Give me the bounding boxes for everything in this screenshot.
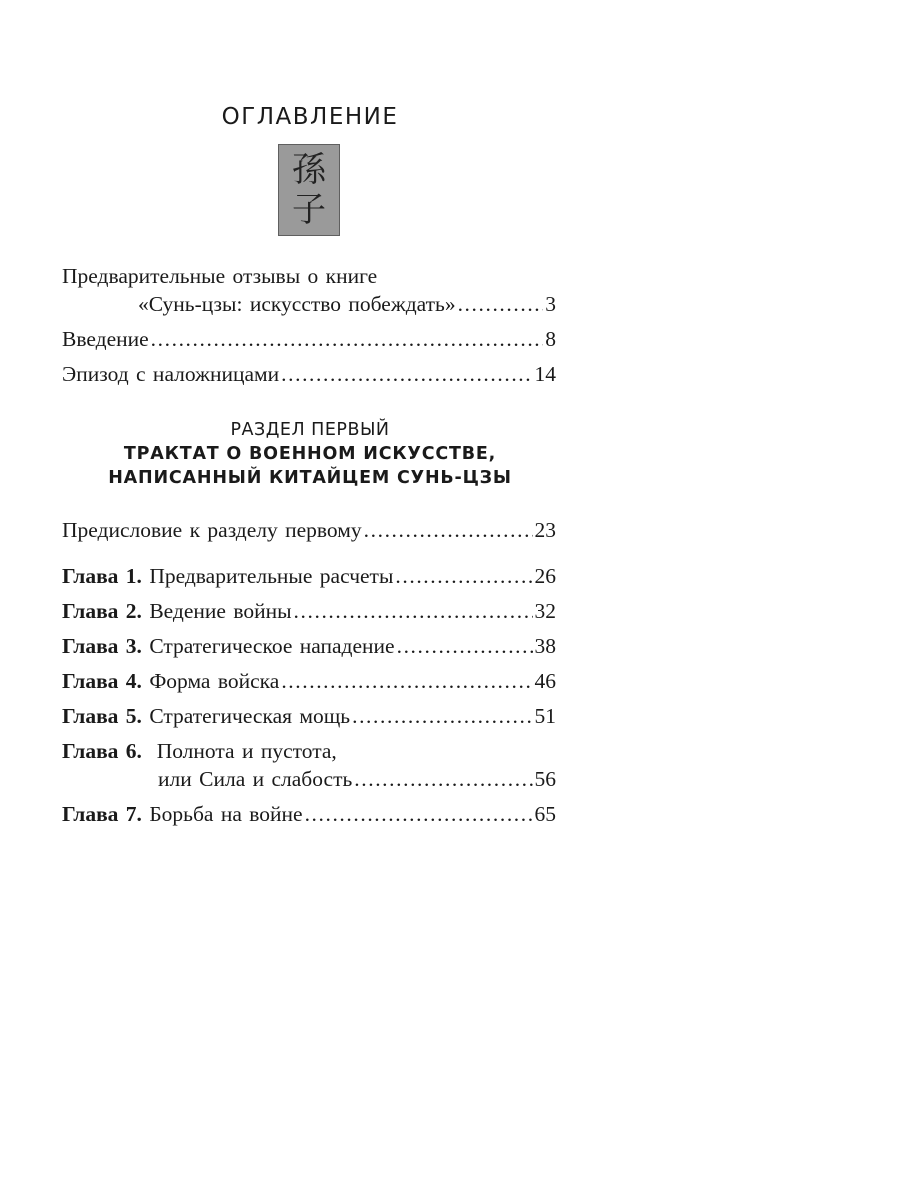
toc-entry-title: Борьба на войне (149, 802, 303, 826)
chapter-number: Глава 6. (62, 739, 142, 763)
toc-entry-title: Предисловие к разделу первому (62, 518, 362, 542)
toc-entry-introduction[interactable] (62, 325, 556, 353)
toc-entry-chapter-6[interactable] (62, 737, 556, 793)
chapter-number: Глава 3. (62, 634, 142, 658)
chapter-number: Глава 1. (62, 564, 142, 588)
dot-leader (364, 516, 533, 544)
toc-entry-title: Стратегическая мощь (149, 704, 351, 728)
toc-entry-chapter-3[interactable] (62, 632, 556, 660)
page-title: ОГЛАВЛЕНИЕ (221, 104, 399, 130)
toc-page-number: 8 (545, 327, 556, 351)
toc-entry-title-cont: или Сила и слабость (158, 767, 353, 791)
section-label: РАЗДЕЛ ПЕРВЫЙ (230, 420, 390, 440)
toc-entry-preface[interactable] (62, 516, 556, 544)
dot-leader (281, 667, 532, 695)
dot-leader (294, 597, 533, 625)
toc-page-number: 38 (534, 634, 556, 658)
toc-entry-reviews[interactable] (62, 262, 556, 318)
dot-leader (397, 632, 533, 660)
toc-entry-title: Предварительные отзывы о книге (62, 264, 378, 288)
toc-page-number: 65 (534, 802, 556, 826)
toc-entry-title: Форма войска (149, 669, 280, 693)
toc-page-number: 51 (534, 704, 556, 728)
chapter-number: Глава 4. (62, 669, 142, 693)
toc-page-number: 32 (534, 599, 556, 623)
toc-page-number: 26 (534, 564, 556, 588)
dot-leader (281, 360, 532, 388)
sun-tzu-seal-icon (278, 144, 340, 236)
chapter-number: Глава 5. (62, 704, 142, 728)
dot-leader (151, 325, 544, 353)
toc-entry-chapter-2[interactable] (62, 597, 556, 625)
toc-page-number: 14 (534, 362, 556, 386)
dot-leader (395, 562, 532, 590)
toc-entry-title: Введение (62, 327, 149, 351)
toc-entry-title: Стратегическое нападение (149, 634, 395, 658)
toc-page-number: 56 (534, 767, 556, 791)
chapter-number: Глава 7. (62, 802, 142, 826)
dot-leader (458, 290, 544, 318)
toc-entry-title: Эпизод с наложницами (62, 362, 280, 386)
toc-entry-chapter-7[interactable] (62, 800, 556, 828)
toc-entry-chapter-1[interactable] (62, 562, 556, 590)
section-one-list (62, 516, 556, 828)
toc-entry-title: Ведение войны (149, 599, 292, 623)
toc-page-number: 23 (534, 518, 556, 542)
dot-leader (354, 765, 532, 793)
toc-page-number: 3 (545, 292, 556, 316)
dot-leader (352, 702, 532, 730)
section-title-line-1: ТРАКТАТ О ВОЕННОМ ИСКУССТВЕ, (123, 444, 497, 464)
seal-char-2: 子 (292, 190, 326, 230)
section-heading (0, 418, 620, 490)
toc-entry-title: Предварительные расчеты (149, 564, 394, 588)
toc-entry-chapter-5[interactable] (62, 702, 556, 730)
chapter-number: Глава 2. (62, 599, 142, 623)
toc-entry-concubines[interactable] (62, 360, 556, 388)
toc-entry-title: Полнота и пустота, (156, 739, 337, 763)
toc-page-number: 46 (534, 669, 556, 693)
dot-leader (305, 800, 533, 828)
front-matter-list (62, 262, 556, 388)
toc-entry-title-cont: «Сунь-цзы: искусство побеждать» (138, 292, 456, 316)
toc-entry-chapter-4[interactable] (62, 667, 556, 695)
seal-char-1: 孫 (292, 150, 326, 190)
section-title-line-2: НАПИСАННЫЙ КИТАЙЦЕМ СУНЬ-ЦЗЫ (108, 468, 512, 488)
